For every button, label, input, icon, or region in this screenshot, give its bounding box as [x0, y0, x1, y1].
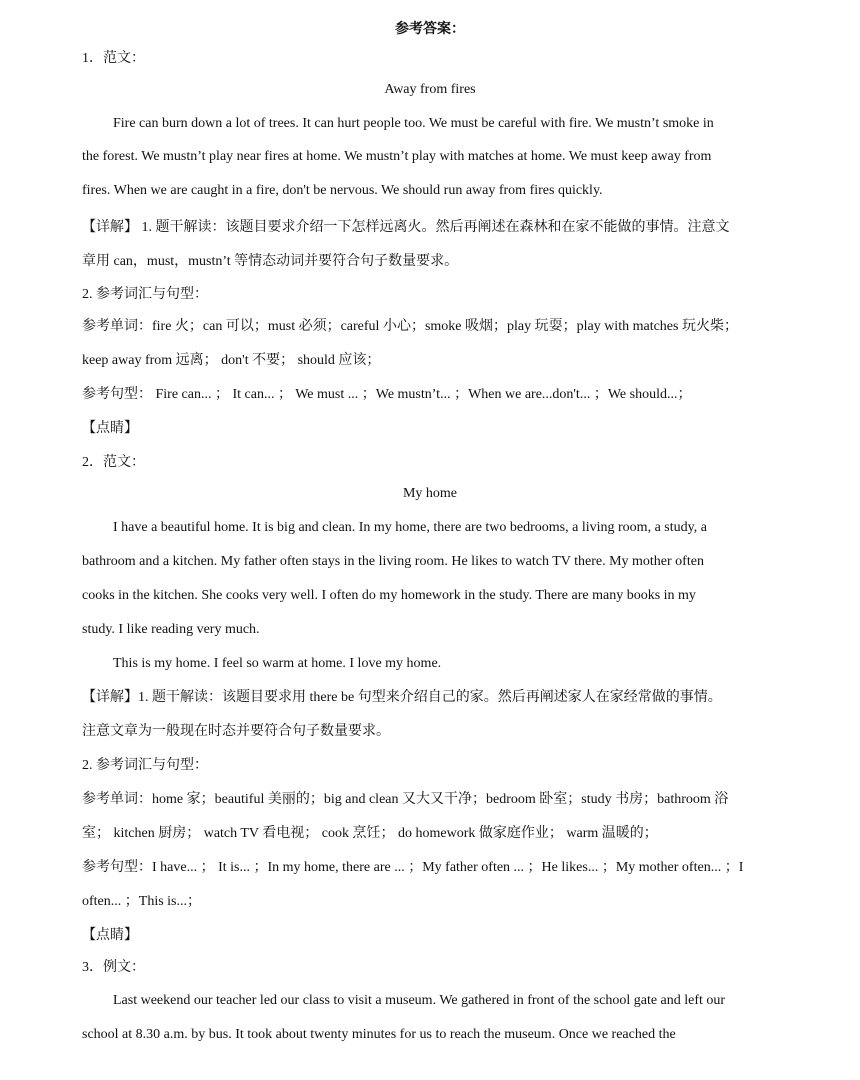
item-2-detail-line: 参考单词：home 家；beautiful 美丽的；big and clean 又大又干净；bedroom 卧室；study 书房；bathroom 浴 [82, 792, 729, 807]
item-1-essay-line: fires. When we are caught in a fire, don't be nervous. We should run away from fires quickly. [82, 183, 603, 198]
item-1-detail-line: 参考句型： Fire can... ； It can... ； We must ... ；We mustn’t... ；When we are...don't... ；We should...； [82, 387, 692, 402]
item-1-label: 1．范文： [82, 51, 145, 66]
item-1-essay-title: Away from fires [384, 82, 476, 97]
item-2-detail-line: 注意文章为一般现在时态并要符合句子数量要求。 [82, 724, 390, 739]
item-2-detail-line: 室； kitchen 厨房； watch TV 看电视； cook 烹饪； do homework 做家庭作业； warm 温暖的； [82, 826, 658, 841]
item-2-detail-line: 2. 参考词汇与句型： [82, 758, 208, 773]
item-2-essay-line: I have a beautiful home. It is big and clean. In my home, there are two bedrooms, a living room, a study, a [113, 520, 707, 535]
item-1-essay-line: the forest. We mustn’t play near fires at home. We mustn’t play with matches at home. We must keep away from [82, 149, 712, 164]
item-3-essay-line: school at 8.30 a.m. by bus. It took about twenty minutes for us to reach the museum. Once we reached the [82, 1027, 676, 1042]
item-2-point-label: 【点睛】 [82, 928, 138, 943]
item-2-detail-line: 参考句型：I have... ； It is... ；In my home, there are ... ；My father often ... ；He likes... ；My mother often... ；I [82, 860, 744, 875]
item-2-detail-line: 【详解】1. 题干解读：该题目要求用 there be 句型来介绍自己的家。然后再阐述家人在家经常做的事情。 [82, 690, 722, 705]
item-2-essay-line: This is my home. I feel so warm at home. I love my home. [113, 656, 442, 671]
item-3-label: 3．例文： [82, 960, 145, 975]
item-2-essay-line: bathroom and a kitchen. My father often stays in the living room. He likes to watch TV there. My mother often [82, 554, 704, 569]
item-2-detail-line: often... ；This is...； [82, 894, 201, 909]
item-1-essay-line: Fire can burn down a lot of trees. It can hurt people too. We must be careful with fire. We mustn’t smoke in [113, 116, 714, 131]
item-1-point-label: 【点睛】 [82, 421, 138, 436]
item-2-essay-line: study. I like reading very much. [82, 622, 260, 637]
item-1-detail-line: 2. 参考词汇与句型： [82, 287, 208, 302]
item-1-detail-line: keep away from 远离； don't 不要； should 应该； [82, 353, 381, 368]
item-1-detail-line: 参考单词：fire 火；can 可以；must 必须；careful 小心；smoke 吸烟；play 玩耍；play with matches 玩火柴； [82, 319, 738, 334]
item-2-essay-line: cooks in the kitchen. She cooks very well. I often do my homework in the study. There are many books in my [82, 588, 696, 603]
answer-heading: 参考答案： [395, 22, 465, 37]
item-2-label: 2．范文： [82, 455, 145, 470]
item-2-essay-title: My home [402, 486, 458, 501]
item-1-detail-line: 【详解】 1. 题干解读：该题目要求介绍一下怎样远离火。然后再阐述在森林和在家不能做的事情。注意文 [82, 220, 730, 235]
item-1-detail-line: 章用 can，must，mustn’t 等情态动词并要符合句子数量要求。 [82, 254, 459, 269]
item-3-essay-line: Last weekend our teacher led our class to visit a museum. We gathered in front of the school gate and left our [113, 993, 726, 1008]
